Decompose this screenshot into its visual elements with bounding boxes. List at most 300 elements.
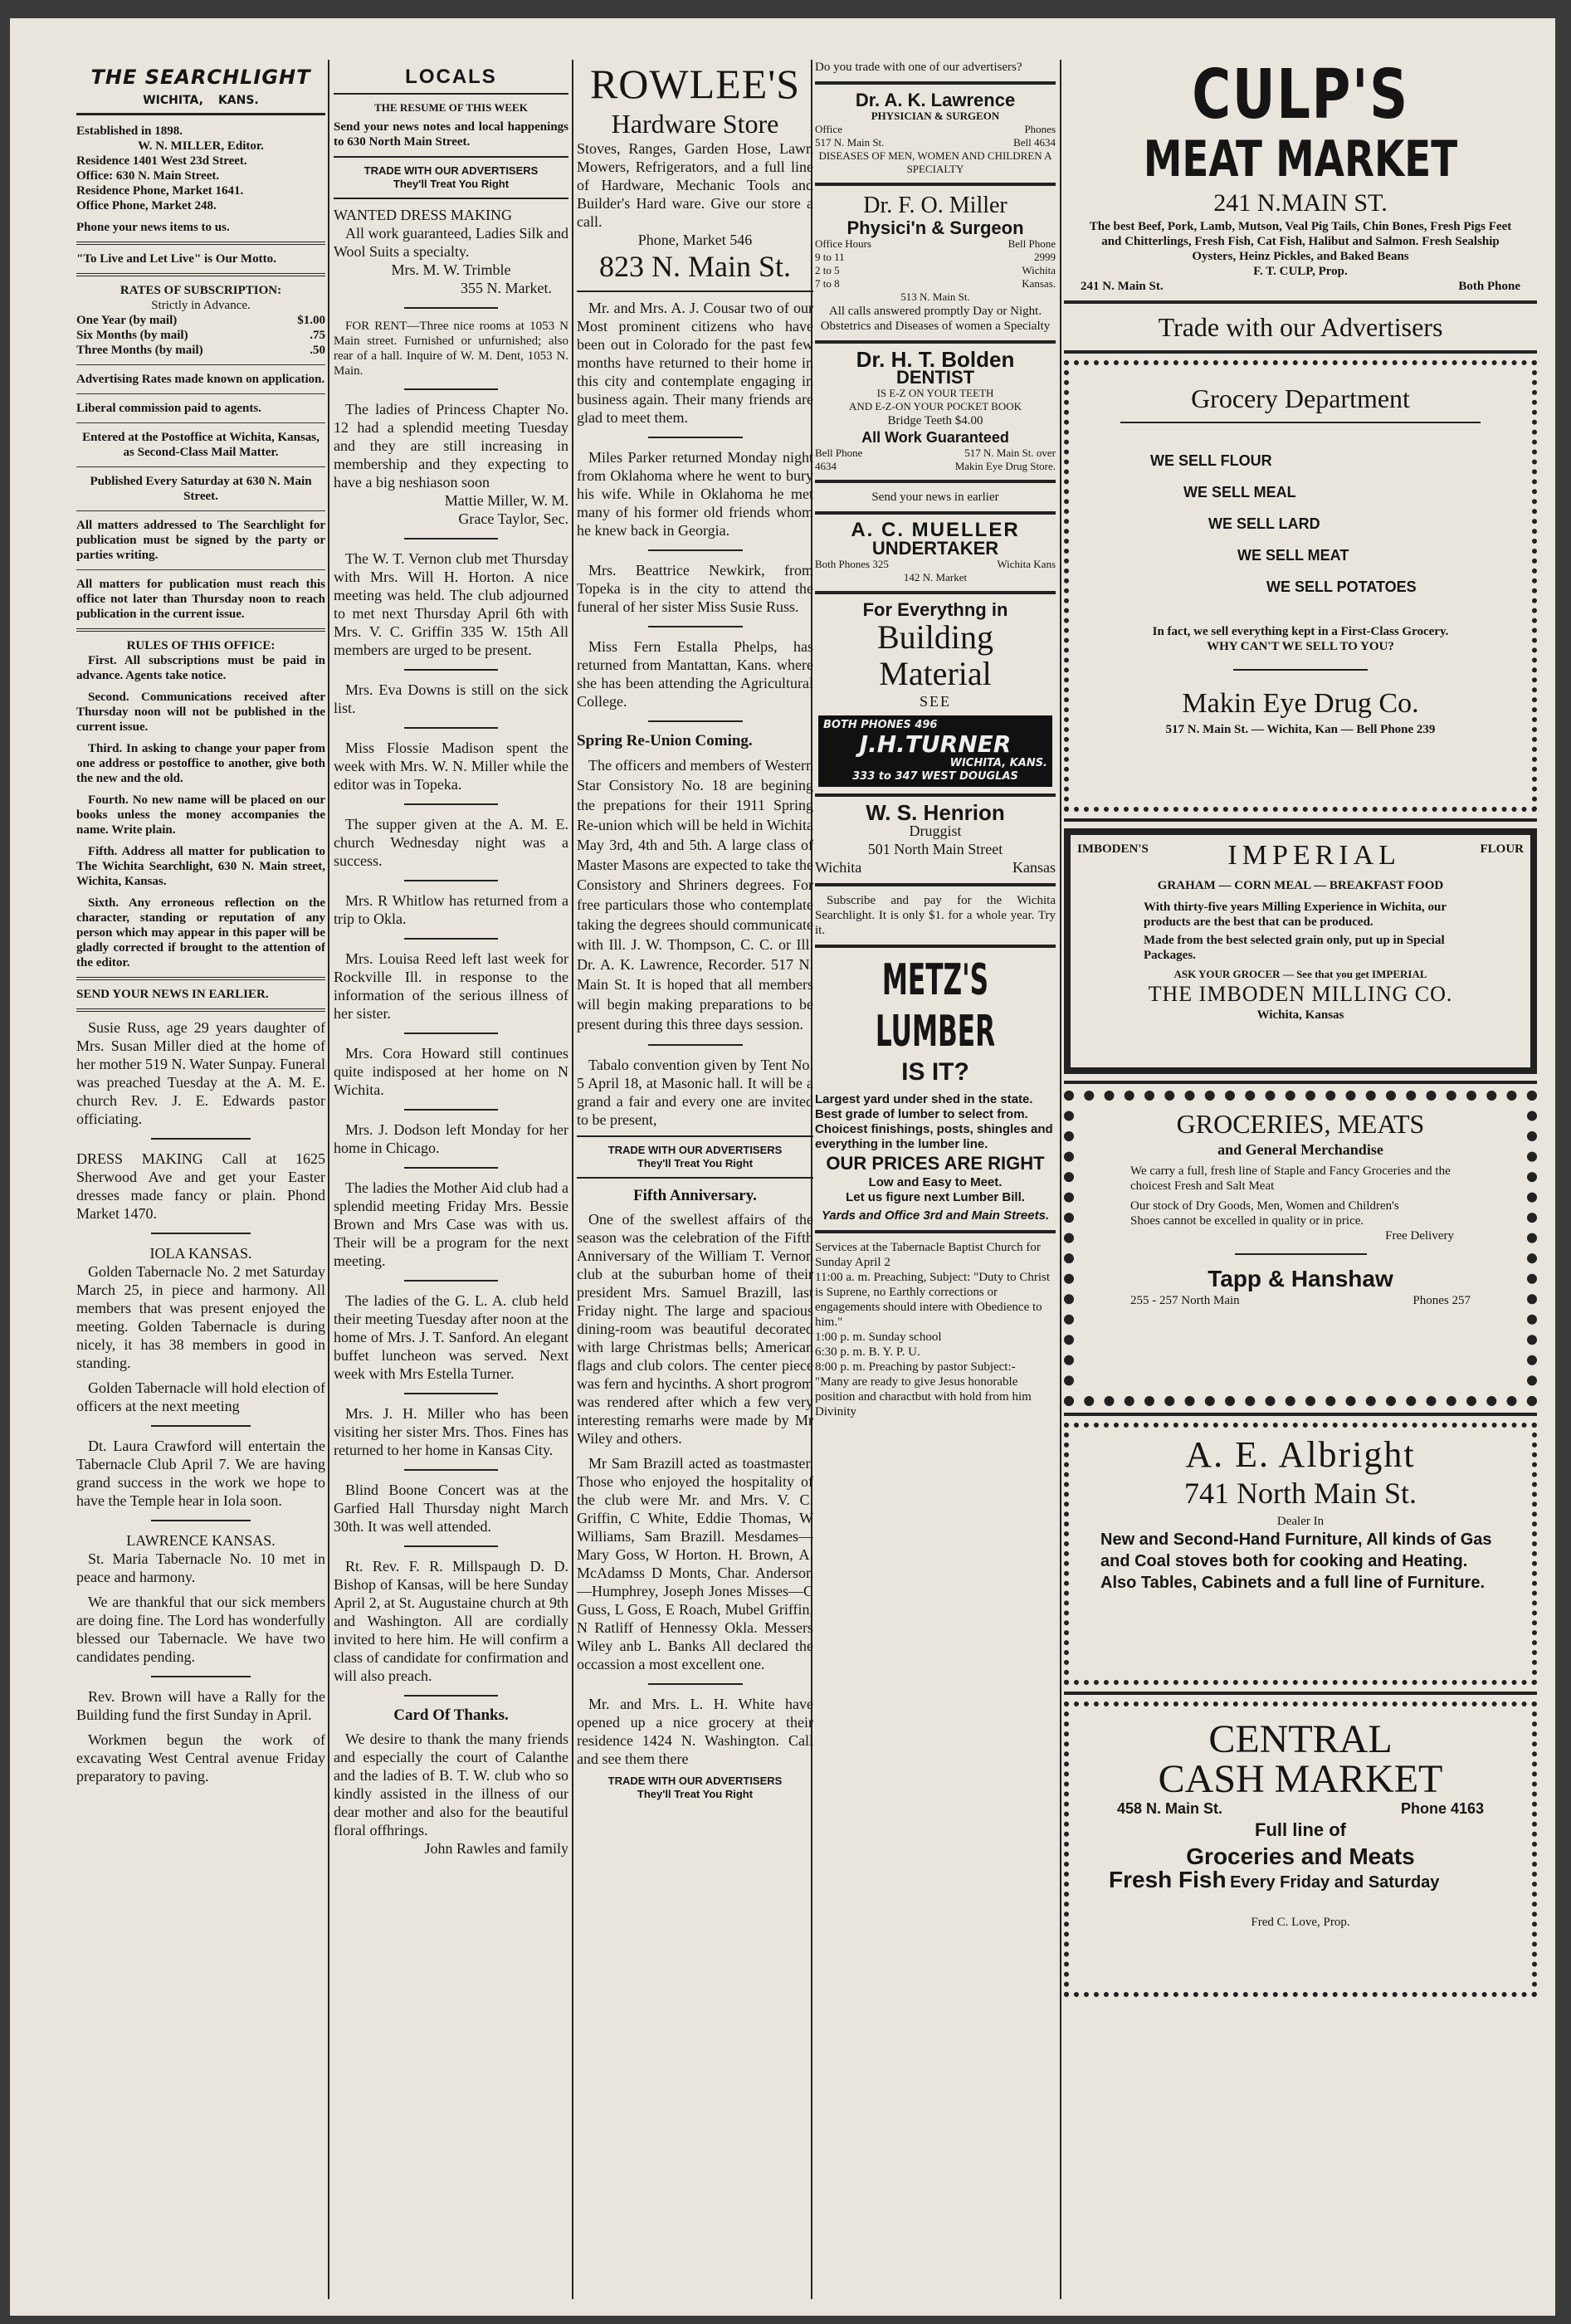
- send-notes: Send your news notes and local happenings to 630 North Main Street.: [334, 120, 568, 149]
- ad-row: [815, 237, 1056, 251]
- ad-row: [815, 558, 1056, 571]
- news-item: Golden Tabernacle No. 2 met Saturday March 25, in piece and harmony. All members that was present enjoyed the meeting. Golden Tabernacle is during nicely, it has 38 members in good in standing.: [76, 1263, 325, 1371]
- ad-text: Choicest finishings, posts, shingles and everything in the lumber line.: [815, 1122, 1053, 1151]
- ad-text: Wichita Kans: [997, 558, 1056, 570]
- news-item: The ladies of the G. L. A. club held their meeting Tuesday after noon at the home of Mrs. J. T. Sanford. An elegant buffet luncheon was served. Next week with Mrs Estella Turner.: [334, 1292, 568, 1382]
- store-sub: Hardware Store: [611, 109, 779, 139]
- services-text: 6:30 p. m. B. Y. P. U.: [815, 1345, 920, 1359]
- thanks-text: We desire to thank the many friends and especially the court of Calanthe and the ladies of B. T. W. club who so kindly assisted in the illness of our dear mother and also for the beautiful floral offhrings.: [334, 1731, 568, 1838]
- ad-row: [1064, 279, 1537, 294]
- signature: Mattie Miller, W. M.: [444, 492, 568, 509]
- ad-name: Building: [876, 618, 994, 656]
- residence: Residence 1401 West 23d Street.: [76, 154, 247, 168]
- anniversary-heading: Fifth Anniversary.: [633, 1187, 757, 1204]
- news-item: Rt. Rev. F. R. Millspaugh D. D. Bishop of Kansas, will be here Sunday April 2, at St. Augustaine church at 9th and Washington. All are cordially invited to here him. He will confirm a class of candidate for confirmation and will also preach.: [334, 1558, 568, 1684]
- rule-item: Third. In asking to change your paper from one address or postoffice to another, give both the new and the old.: [76, 742, 325, 785]
- ad-row: [815, 264, 1056, 277]
- ad-text: Wichita: [1022, 264, 1056, 276]
- wanted-name: Mrs. M. W. Trimble: [391, 261, 511, 278]
- ad-row: [1076, 1867, 1525, 1892]
- albright-ad: [1064, 1423, 1537, 1685]
- ad-title: DENTIST: [895, 367, 975, 388]
- news-item: We are thankful that our sick members are doing fine. The Lord has wonderfully blessed our Tabernacle. We have two candidates pending.: [76, 1594, 325, 1665]
- news-item: DRESS MAKING Call at 1625 Sherwood Ave and get your Easter dresses made fancy or plain. Phond Market 1470.: [76, 1150, 325, 1222]
- ad-name: Dr. H. T. Bolden: [856, 347, 1015, 372]
- ad-text: IS E-Z ON YOUR TEETH: [876, 387, 994, 399]
- divider: [404, 307, 498, 309]
- trade-sub: They'll Treat You Right: [393, 178, 510, 190]
- ad-text: 255 - 257 North Main: [1130, 1294, 1240, 1307]
- divider: [76, 364, 325, 365]
- column-divider: [328, 60, 329, 2299]
- divider: [151, 1233, 251, 1234]
- news-item: The ladies the Mother Aid club had a splendid meeting Friday Mrs. Bessie Brown and Mrs Case was with us. Their will be a program for the next meeting.: [334, 1179, 568, 1269]
- news-item: Susie Russ, age 29 years daughter of Mrs. Susan Miller died at the home of her mother 519 N. Water Sunpay. Funeral was preached Tuesday at the A. M. E. church Rev. J. E. Edwards pastor officiating.: [76, 1019, 325, 1127]
- divider: [404, 1033, 498, 1034]
- grocery-list: [1150, 445, 1525, 603]
- divider: [404, 1109, 498, 1111]
- divider: [76, 393, 325, 394]
- divider: [648, 549, 743, 551]
- ad-text: IS IT?: [901, 1058, 969, 1086]
- column-big-ads: [1064, 60, 1537, 2307]
- divider: [815, 81, 1056, 85]
- ad-name: Grocery Department: [1191, 383, 1410, 413]
- ad-text: 741 North Main St.: [1183, 1477, 1417, 1510]
- ad-text: Largest yard under shed in the state.: [815, 1092, 1033, 1106]
- ad-row: [1076, 1799, 1525, 1818]
- ad-text: All Work Guaranteed: [861, 429, 1009, 446]
- divider: [151, 1138, 251, 1140]
- rule-item: Fifth. Address all matter for publication to The Wichita Searchlight, 630 N. Main street, Wichita, Kansas.: [76, 845, 325, 888]
- trade-line: TRADE WITH OUR ADVERTISERS: [607, 1144, 783, 1156]
- ad-name: THE IMBODEN MILLING CO.: [1148, 982, 1453, 1006]
- rate-price: .50: [310, 344, 325, 357]
- divider: [404, 1695, 498, 1697]
- phone-news: Phone your news items to us.: [76, 221, 230, 234]
- divider: [815, 945, 1056, 948]
- ad-row: [1081, 1293, 1520, 1308]
- ad-text: Low and Easy to Meet.: [868, 1175, 1003, 1189]
- subscribe-note: Subscribe and pay for the Wichita Searchlight. It is only $1. for a whole year. Try it.: [815, 894, 1056, 937]
- divider: [404, 727, 498, 729]
- services-text: 1:00 p. m. Sunday school: [815, 1330, 942, 1344]
- central-ad: [1064, 1702, 1537, 1997]
- ad-text: Makin Eye Drug Store.: [954, 460, 1056, 472]
- rules-heading: RULES OF THIS OFFICE:: [126, 639, 276, 652]
- divider: [1120, 422, 1481, 423]
- services-text: 11:00 a. m. Preaching, Subject: "Duty to Christ is Suprene, no Earthly corrections or engagements should intere with Obedience to him.": [815, 1271, 1051, 1329]
- news-item: Mrs. Louisa Reed left last week for Rockville Ill. in response to the information of the serious illness of her sister.: [334, 950, 568, 1022]
- ad-text: All calls answered promptly Day or Night. Obstetrics and Diseases of women a Specialty: [820, 305, 1051, 333]
- news-item: One of the swellest affairs of the season was the celebration of the Fifth Anniversary of the William T. Vernon club at the suburban home of their president Mrs. Samuel Brazill, last Friday night. The large and spacious dining-room was beautiful decorated with large Christmas bells; American flags and club colors. The center piece was fern and hycinths. A short progrom was rendered after which a few very interesting remarhs were made by Mr Wiley and others.: [577, 1211, 813, 1447]
- news-item: Mrs. R Whitlow has returned from a trip to Okla.: [334, 892, 568, 927]
- news-item: Mrs. Cora Howard still continues quite indisposed at her home on N Wichita.: [334, 1045, 568, 1098]
- ad-text: 501 North Main Street: [867, 841, 1003, 857]
- divider: [815, 480, 1056, 483]
- reunion-heading: Spring Re-Union Coming.: [577, 732, 753, 749]
- divider: [815, 883, 1056, 886]
- ad-text: Every Friday and Saturday: [1230, 1873, 1440, 1892]
- news-item: Tabalo convention given by Tent No. 5 April 18, at Masonic hall. It will be a grand a fair and every one are invited to be present,: [577, 1057, 813, 1128]
- news-item: Mrs. J. H. Miller who has been visiting her sister Mrs. Thos. Fines has returned to her home in Kansas City.: [334, 1405, 568, 1458]
- ad-row: [815, 123, 1056, 136]
- ad-name: LUMBER: [875, 1007, 996, 1057]
- ad-text: For Everythng in: [862, 599, 1008, 620]
- ad-text: IMBODEN'S: [1077, 842, 1149, 856]
- ad-text: With thirty-five years Milling Experience in Wichita, our products are the best that can be produced.: [1144, 901, 1447, 929]
- rule-item: Sixth. Any erroneous reflection on the character, standing or reputation of any person which may appear in this paper will be gladly corrected if brought to the attention of the editor.: [76, 896, 325, 969]
- ad-text: 2 to 5: [815, 264, 840, 276]
- divider: [76, 242, 325, 245]
- ad-text: Groceries and Meats: [1186, 1843, 1415, 1869]
- news-item: Mrs. Beattrice Newkirk, from Topeka is in the city to attend the funeral of her sister Miss Susie Russ.: [577, 562, 813, 615]
- news-item: St. Maria Tabernacle No. 10 met in peace and harmony.: [76, 1550, 325, 1585]
- list-item: WE SELL LARD: [1208, 515, 1320, 532]
- rule-item: Fourth. No new name will be placed on our books unless the money accompanies the name. Write plain.: [76, 793, 325, 837]
- locals-title: LOCALS: [405, 66, 497, 88]
- ad-text: Phones 257: [1412, 1294, 1471, 1307]
- matters-note: All matters addressed to The Searchlight for publication must be signed by the party or parties writing.: [76, 519, 325, 562]
- ad-name: A. E. Albright: [1185, 1434, 1416, 1475]
- ad-text: Bell 4634: [1013, 136, 1056, 149]
- news-item: Mrs. Eva Downs is still on the sick list.: [334, 681, 568, 716]
- divider: [151, 1676, 251, 1677]
- divider: [76, 422, 325, 423]
- office-phone: Office Phone, Market 248.: [76, 199, 217, 212]
- ad-name: IMPERIAL: [1227, 840, 1401, 871]
- column-locals: [334, 60, 568, 2307]
- divider: [404, 1167, 498, 1169]
- news-item: Mr. and Mrs. A. J. Cousar two of our Most prominent citizens who have been out in Colorado for the past few months have returned to their home in this city and contemplate engaging in business again. Their many friends are glad to meet them.: [577, 300, 813, 426]
- ad-row: [815, 447, 1056, 460]
- wanted-address: 355 N. Market.: [461, 280, 552, 296]
- masthead: THE SEARCHLIGHT: [90, 66, 311, 89]
- masthead-city: WICHITA,: [143, 94, 203, 107]
- ad-name: CULP'S: [1192, 60, 1409, 134]
- ad-name: Makin Eye Drug Co.: [1182, 688, 1419, 719]
- column-masthead: [76, 60, 325, 2307]
- ad-name: A. C. MUELLER: [851, 519, 1020, 541]
- ad-name: Dr. A. K. Lawrence: [855, 90, 1016, 110]
- rates-sub: Strictly in Advance.: [151, 299, 251, 312]
- trade-banner: Trade with our Advertisers: [1158, 312, 1443, 342]
- divider: [648, 437, 743, 438]
- send-news: Send your news in earlier: [871, 491, 999, 504]
- divider: [334, 198, 568, 199]
- ad-text: Free Delivery: [1385, 1229, 1454, 1243]
- services-text: Services at the Tabernacle Baptist Church for Sunday April 2: [815, 1241, 1041, 1269]
- ad-name: CASH MARKET: [1158, 1757, 1443, 1801]
- news-item: Blind Boone Concert was at the Garfied Hall Thursday night March 30th. It was well attended.: [334, 1482, 568, 1535]
- divider: [76, 510, 325, 511]
- divider: [404, 938, 498, 940]
- divider: [648, 1044, 743, 1046]
- ad-row: [815, 251, 1056, 264]
- rate-row: [76, 313, 325, 328]
- ad-text: BOTH PHONES 496: [823, 719, 938, 731]
- ad-text: 333 to 347 WEST DOUGLAS: [852, 770, 1018, 783]
- divider: [577, 290, 813, 292]
- ad-name: MEAT MARKET: [1143, 130, 1458, 188]
- ad-text: New and Second-Hand Furniture, All kinds of Gas and Coal stoves both for cooking and Heating. Also Tables, Cabinets and a full line of Furniture.: [1100, 1531, 1492, 1592]
- signature: John Rawles and family: [424, 1840, 568, 1857]
- ad-text: Office: [815, 123, 842, 135]
- wanted-text: All work guaranteed, Ladies Silk and Wool Suits a specialty.: [334, 225, 568, 260]
- signature: Grace Taylor, Sec.: [458, 510, 568, 527]
- divider: [577, 1177, 813, 1179]
- divider: [815, 1230, 1056, 1233]
- rate-price: .75: [310, 329, 325, 342]
- ad-text: Best grade of lumber to select from.: [815, 1107, 1028, 1121]
- news-item: Golden Tabernacle will hold election of officers at the next meeting: [76, 1379, 325, 1414]
- trade-question: Do you trade with one of our advertisers?: [815, 61, 1022, 74]
- motto: "To Live and Let Live" is Our Motto.: [76, 252, 276, 266]
- rule-item: First. All subscriptions must be paid in advance. Agents take notice.: [76, 654, 325, 682]
- divider: [404, 1545, 498, 1547]
- divider: [76, 628, 325, 632]
- ad-text: Wichita: [815, 859, 862, 876]
- for-rent: FOR RENT—Three nice rooms at 1053 N Main street. Furnished or unfurnished; also rear of a hall. Inquire of W. M. Dent, 1053 N. Main.: [334, 320, 568, 378]
- rate-row: [76, 328, 325, 343]
- ad-text: Our stock of Dry Goods, Men, Women and Children's Shoes cannot be excelled in quality or in price.: [1130, 1199, 1399, 1228]
- ad-text: Dealer In: [1276, 1515, 1325, 1528]
- trade-line: TRADE WITH OUR ADVERTISERS: [607, 1775, 783, 1787]
- ad-text: Phone 4163: [1400, 1800, 1484, 1817]
- ad-row: [815, 277, 1056, 290]
- services-text: 8:00 p. m. Preaching by pastor Subject:-: [815, 1360, 1016, 1374]
- ad-text: DISEASES OF MEN, WOMEN AND CHILDREN A SPECIALTY: [818, 149, 1052, 175]
- news-item: Miss Fern Estalla Phelps, has returned from Mantattan, Kans. where she has been attending the Agricultural College.: [577, 638, 813, 710]
- ad-text: Bell Phone: [815, 447, 863, 459]
- ad-title: UNDERTAKER: [871, 538, 999, 559]
- ad-title: Physici'n & Surgeon: [846, 217, 1024, 238]
- ad-text: F. T. CULP, Prop.: [1253, 265, 1348, 278]
- ad-text: Phones: [1024, 123, 1056, 135]
- divider: [334, 93, 568, 95]
- ad-text: 517 N. Main St.: [815, 136, 885, 149]
- ad-title: Druggist: [909, 823, 962, 839]
- ad-text: 517 N. Main St. — Wichita, Kan — Bell Phone 239: [1165, 723, 1436, 736]
- section-heading: LAWRENCE KANSAS.: [126, 1532, 276, 1549]
- divider: [1233, 669, 1369, 671]
- divider: [648, 1683, 743, 1685]
- news-item: The supper given at the A. M. E. church Wednesday night was a success.: [334, 816, 568, 869]
- trade-sub: They'll Treat You Right: [637, 1157, 754, 1169]
- rate-row: [76, 343, 325, 358]
- divider: [1064, 1081, 1537, 1084]
- ad-text: Wichita, Kansas: [1256, 1008, 1344, 1022]
- divider: [1064, 818, 1537, 822]
- list-item: WE SELL MEAT: [1237, 547, 1349, 564]
- ad-text: Full line of: [1255, 1819, 1346, 1840]
- ad-name: Dr. F. O. Miller: [863, 193, 1007, 218]
- ad-name: Tapp & Hanshaw: [1208, 1266, 1393, 1291]
- divider: [76, 466, 325, 467]
- divider: [404, 1393, 498, 1394]
- list-item: WE SELL MEAL: [1183, 484, 1296, 500]
- column-divider: [572, 60, 573, 2299]
- store-phone: Phone, Market 546: [637, 232, 753, 248]
- editor: W. N. MILLER, Editor.: [138, 139, 264, 153]
- ad-text: Kansas: [1012, 859, 1056, 876]
- ad-text: 241 N. Main St.: [1081, 280, 1164, 293]
- ad-text: 513 N. Main St.: [900, 290, 970, 303]
- divider: [404, 669, 498, 671]
- divider: [1064, 300, 1537, 304]
- masthead-state: KANS.: [217, 94, 259, 107]
- services-text: "Many are ready to give Jesus honorable position and charactbut with hold from him Divinity: [815, 1375, 1032, 1418]
- ad-text: 517 N. Main St. over: [964, 447, 1056, 459]
- rate-label: One Year (by mail): [76, 314, 178, 327]
- ad-text: We carry a full, fresh line of Staple and Fancy Groceries and the choicest Fresh and Salt Meat: [1130, 1164, 1451, 1193]
- ad-text: AND E-Z-ON YOUR POCKET BOOK: [849, 400, 1022, 413]
- divider: [815, 511, 1056, 515]
- ad-name: GROCERIES, MEATS: [1176, 1109, 1425, 1139]
- column-news: [577, 60, 813, 2307]
- divider: [76, 569, 325, 570]
- ad-row: [815, 136, 1056, 149]
- divider: [151, 1425, 251, 1427]
- rate-label: Six Months (by mail): [76, 329, 188, 342]
- newspaper-page: [10, 18, 1555, 2316]
- reunion-text: The officers and members of Western Star Consistory No. 18 are begining the prepations for their 1911 Spring Re-union which will be held in Wichita May 3rd, 4th and 5th. A large class of Master Masons are expected to take the Consistory and Shriners degrees. For free particulars those who contemplate taking the degrees should communicate with Ill. J. W. Thompson, C. C. or Ill. Dr. A. K. Lawrence, Recorder. 517 N. Main St. It is hoped that all members will begin making preparations to be present during this three days session.: [577, 757, 813, 1033]
- ad-name: W. S. Henrion: [866, 800, 1005, 825]
- divider: [404, 880, 498, 881]
- divider: [404, 538, 498, 540]
- ad-text: GRAHAM — CORN MEAL — BREAKFAST FOOD: [1157, 879, 1444, 892]
- ad-text: In fact, we sell everything kept in a First-Class Grocery.: [1152, 625, 1449, 638]
- divider: [1235, 1253, 1367, 1255]
- ad-text: WICHITA, KANS.: [949, 757, 1047, 769]
- divider: [648, 626, 743, 627]
- store-desc: Stoves, Ranges, Garden Hose, Lawn Mowers, Refrigerators, and a full line of Hardware, Mechanic Tools and Builder's Hard ware. Give our store a call.: [577, 140, 813, 230]
- resume-line: THE RESUME OF THIS WEEK: [374, 101, 528, 114]
- commission-note: Liberal commission paid to agents.: [76, 402, 261, 415]
- ad-text: SEE: [919, 693, 951, 710]
- ad-text: and General Merchandise: [1217, 1141, 1383, 1158]
- ad-text: Fred C. Love, Prop.: [1251, 1916, 1350, 1929]
- ad-text: 2999: [1034, 251, 1056, 263]
- grocery-ad: [1064, 360, 1537, 812]
- divider: [815, 793, 1056, 797]
- news-item: Mr Sam Brazill acted as toastmaster. Those who enjoyed the hospitality of the club were Mr. and Mrs. V. C. Griffin, C White, Eddie Thomas, W Williams, Sam Brazill. Mesdames—Mary Goss, W Horton. H. Brown, A. McAdamss D Monts, Char. Anderson—Humphrey, Joseph Jones Misses—C Guss, L Goss, E Roach, Mubel Griffin, N Ratliff of Hennessy Okla. Messers Wiley anb L. Banks All declared the occassion a most excellent one.: [577, 1455, 813, 1672]
- news-item: Rev. Brown will have a Rally for the Building fund the first Sunday in April.: [76, 1688, 325, 1723]
- ad-text: 458 N. Main St.: [1117, 1800, 1223, 1817]
- news-item: Dt. Laura Crawford will entertain the Tabernacle Club April 7. We are having grand success in the work we hope to have the Temple hear in Iola soon.: [76, 1438, 325, 1509]
- ad-text: Both Phone: [1458, 280, 1520, 293]
- wanted-heading: WANTED DRESS MAKING: [334, 207, 512, 223]
- send-news: SEND YOUR NEWS IN EARLIER.: [76, 988, 269, 1001]
- divider: [815, 183, 1056, 186]
- published-note: Published Every Saturday at 630 N. Main Street.: [90, 475, 312, 503]
- advertising-note: Advertising Rates made known on application.: [76, 373, 325, 386]
- store-address: 823 N. Main St.: [598, 250, 791, 283]
- column-ads: [815, 60, 1056, 2307]
- ad-title: PHYSICIAN & SURGEON: [871, 110, 1000, 122]
- divider: [648, 720, 743, 722]
- turner-logo: [818, 715, 1052, 787]
- news-item: The W. T. Vernon club met Thursday with Mrs. Will H. Horton. A nice meeting was held. The club adjourned to met next Thursday April 6th with Mrs. V. C. Griffin 335 W. 15th All members are urged to be present.: [334, 550, 568, 658]
- divider: [404, 803, 498, 805]
- ad-text: FLOUR: [1480, 842, 1524, 856]
- rule-item: Second. Communications received after Thursday noon will not be published in the current issue.: [76, 691, 325, 734]
- divider: [577, 1135, 813, 1137]
- divider: [404, 388, 498, 390]
- list-item: WE SELL POTATOES: [1266, 579, 1417, 595]
- ad-text: Office Hours: [815, 237, 871, 250]
- ad-text: ASK YOUR GROCER — See that you get IMPERIAL: [1173, 968, 1427, 980]
- divider: [1064, 1413, 1537, 1416]
- trade-line: TRADE WITH OUR ADVERTISERS: [363, 164, 539, 177]
- divider: [404, 1469, 498, 1471]
- news-item: Mrs. J. Dodson left Monday for her home in Chicago.: [334, 1121, 568, 1156]
- matters-note: All matters for publication must reach this office not later than Thursday noon to reach publication in the current issue.: [76, 578, 325, 621]
- office-address: Office: 630 N. Main Street.: [76, 169, 220, 183]
- ad-text: 142 N. Market: [903, 571, 968, 583]
- ad-text: OUR PRICES ARE RIGHT: [826, 1153, 1045, 1174]
- thanks-heading: Card Of Thanks.: [393, 1706, 509, 1724]
- news-item: Miss Flossie Madison spent the week with Mrs. W. N. Miller while the editor was in Topeka.: [334, 740, 568, 793]
- ad-text: Made from the best selected grain only, put up in Special Packages.: [1144, 934, 1445, 962]
- ad-text: The best Beef, Pork, Lamb, Mutson, Veal Pig Tails, Chin Bones, Fresh Pigs Feet and Chitterlings, Fresh Fish, Cat Fish, Halibut and Salmon. Fresh Sealship Oysters, Heinz Pickles, and Baked Beans: [1089, 220, 1512, 263]
- masthead-sub: [76, 91, 325, 115]
- ad-text: 7 to 8: [815, 277, 840, 290]
- ad-row: [815, 858, 1056, 876]
- divider: [404, 1280, 498, 1282]
- ad-name: CENTRAL: [1208, 1717, 1393, 1761]
- ad-text: 4634: [815, 460, 837, 472]
- column-divider: [1060, 60, 1061, 2299]
- ad-name: METZ'S: [881, 955, 989, 1005]
- divider: [1064, 350, 1537, 354]
- ad-text: Fresh Fish: [1109, 1867, 1227, 1892]
- residence-phone: Residence Phone, Market 1641.: [76, 184, 244, 198]
- news-item: Miles Parker returned Monday night from Oklahoma where he went to bury his wife. While in Oklahoma he met many of his former old friends whom he knew back in Georgia.: [577, 449, 813, 539]
- section-heading: IOLA KANSAS.: [149, 1245, 252, 1262]
- ad-text: Bridge Teeth $4.00: [887, 414, 983, 427]
- divider: [76, 977, 325, 980]
- tapp-ad: [1064, 1091, 1537, 1406]
- imperial-ad: [1064, 828, 1537, 1074]
- ad-text: Both Phones 325: [815, 558, 889, 570]
- ad-text: Yards and Office 3rd and Main Streets.: [821, 1208, 1050, 1223]
- ad-text: Let us figure next Lumber Bill.: [846, 1190, 1025, 1204]
- divider: [334, 156, 568, 158]
- ad-text: WHY CAN'T WE SELL TO YOU?: [1207, 640, 1394, 653]
- divider: [815, 340, 1056, 344]
- news-item: Workmen begun the work of excavating West Central avenue Friday preparatory to paving.: [76, 1731, 325, 1784]
- divider: [76, 1008, 325, 1012]
- divider: [1064, 1692, 1537, 1695]
- ad-text: Bell Phone: [1007, 237, 1056, 250]
- ad-text: 9 to 11: [815, 251, 845, 263]
- store-name: ROWLEE'S: [589, 61, 801, 107]
- established: Established in 1898.: [76, 124, 183, 138]
- divider: [815, 591, 1056, 594]
- rates-heading: RATES OF SUBSCRIPTION:: [120, 284, 282, 297]
- ad-name: Material: [879, 655, 992, 692]
- list-item: WE SELL FLOUR: [1150, 452, 1272, 469]
- ad-row: [1077, 842, 1524, 870]
- divider: [151, 1520, 251, 1521]
- postoffice-note: Entered at the Postoffice at Wichita, Kansas, as Second-Class Mail Matter.: [82, 431, 320, 459]
- rate-price: $1.00: [297, 314, 325, 327]
- trade-sub: They'll Treat You Right: [637, 1788, 754, 1800]
- ad-text: 241 N.MAIN ST.: [1213, 189, 1388, 217]
- divider: [76, 273, 325, 276]
- news-item: The ladies of Princess Chapter No. 12 had a splendid meeting Tuesday and they are still increasing in membership and they expecting to have a big neshiason soon: [334, 401, 568, 491]
